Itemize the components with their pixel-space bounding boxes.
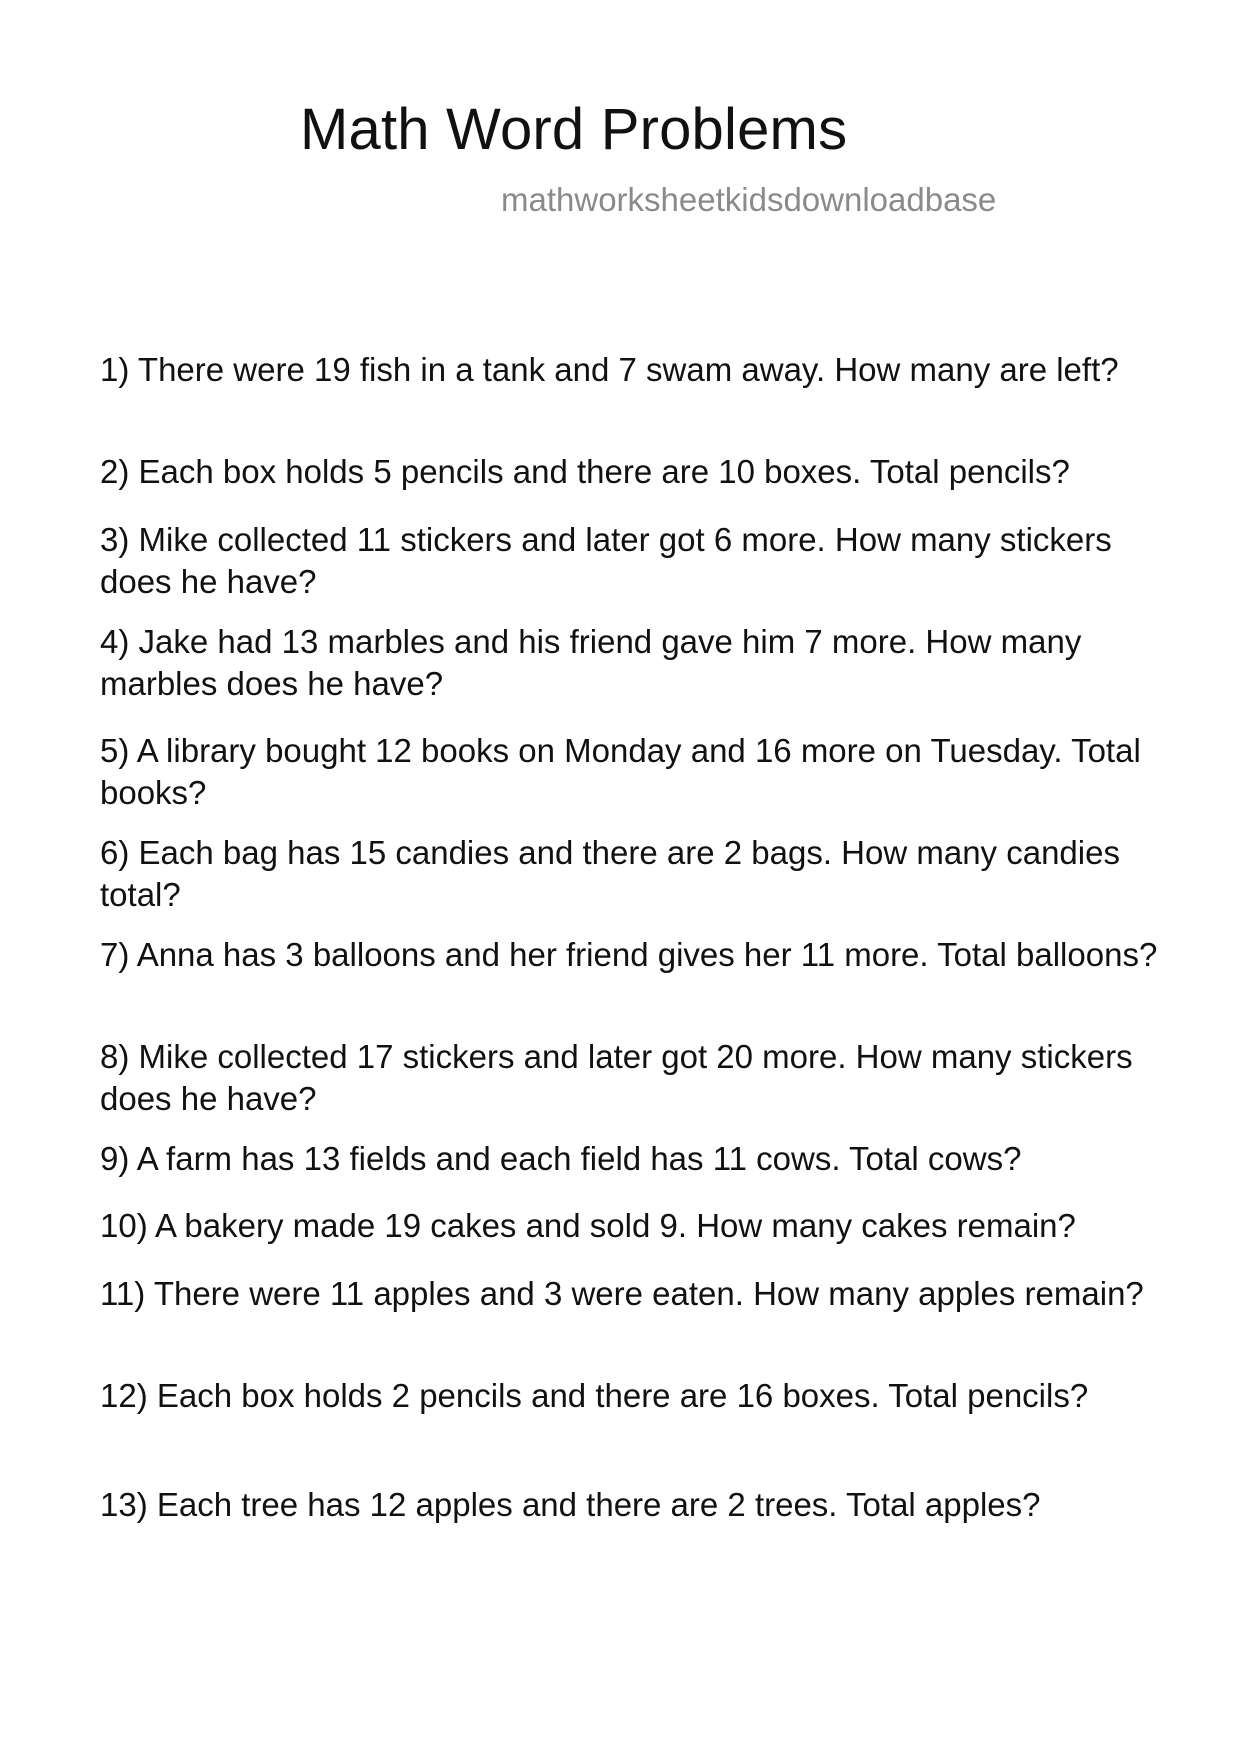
problem-item-10: 10) A bakery made 19 cakes and sold 9. How many cakes remain? (100, 1207, 1076, 1244)
problem-item-12: 12) Each box holds 2 pencils and there are 16 boxes. Total pencils? (100, 1377, 1089, 1414)
problem-item-11: 11) There were 11 apples and 3 were eaten. How many apples remain? (100, 1275, 1144, 1312)
problem-item-8: 8) Mike collected 17 stickers and later got 20 more. How many stickers does he have? (100, 1038, 1133, 1117)
page-subtitle: mathworksheetkidsdownloadbase (501, 181, 997, 218)
problem-item-2: 2) Each box holds 5 pencils and there are 10 boxes. Total pencils? (100, 453, 1070, 490)
problem-item-3: 3) Mike collected 11 stickers and later got 6 more. How many stickers does he have? (100, 521, 1112, 600)
problem-item-6: 6) Each bag has 15 candies and there are 2 bags. How many candies total? (100, 834, 1120, 913)
problem-item-4: 4) Jake had 13 marbles and his friend gave him 7 more. How many marbles does he have? (100, 623, 1082, 702)
problem-item-1: 1) There were 19 fish in a tank and 7 swam away. How many are left? (100, 351, 1119, 388)
page-title: Math Word Problems (300, 97, 848, 162)
problem-item-5: 5) A library bought 12 books on Monday and 16 more on Tuesday. Total books? (100, 732, 1141, 811)
problem-item-13: 13) Each tree has 12 apples and there are 2 trees. Total apples? (100, 1486, 1041, 1523)
problem-item-7: 7) Anna has 3 balloons and her friend gives her 11 more. Total balloons? (100, 936, 1158, 973)
problem-item-9: 9) A farm has 13 fields and each field has 11 cows. Total cows? (100, 1140, 1022, 1177)
